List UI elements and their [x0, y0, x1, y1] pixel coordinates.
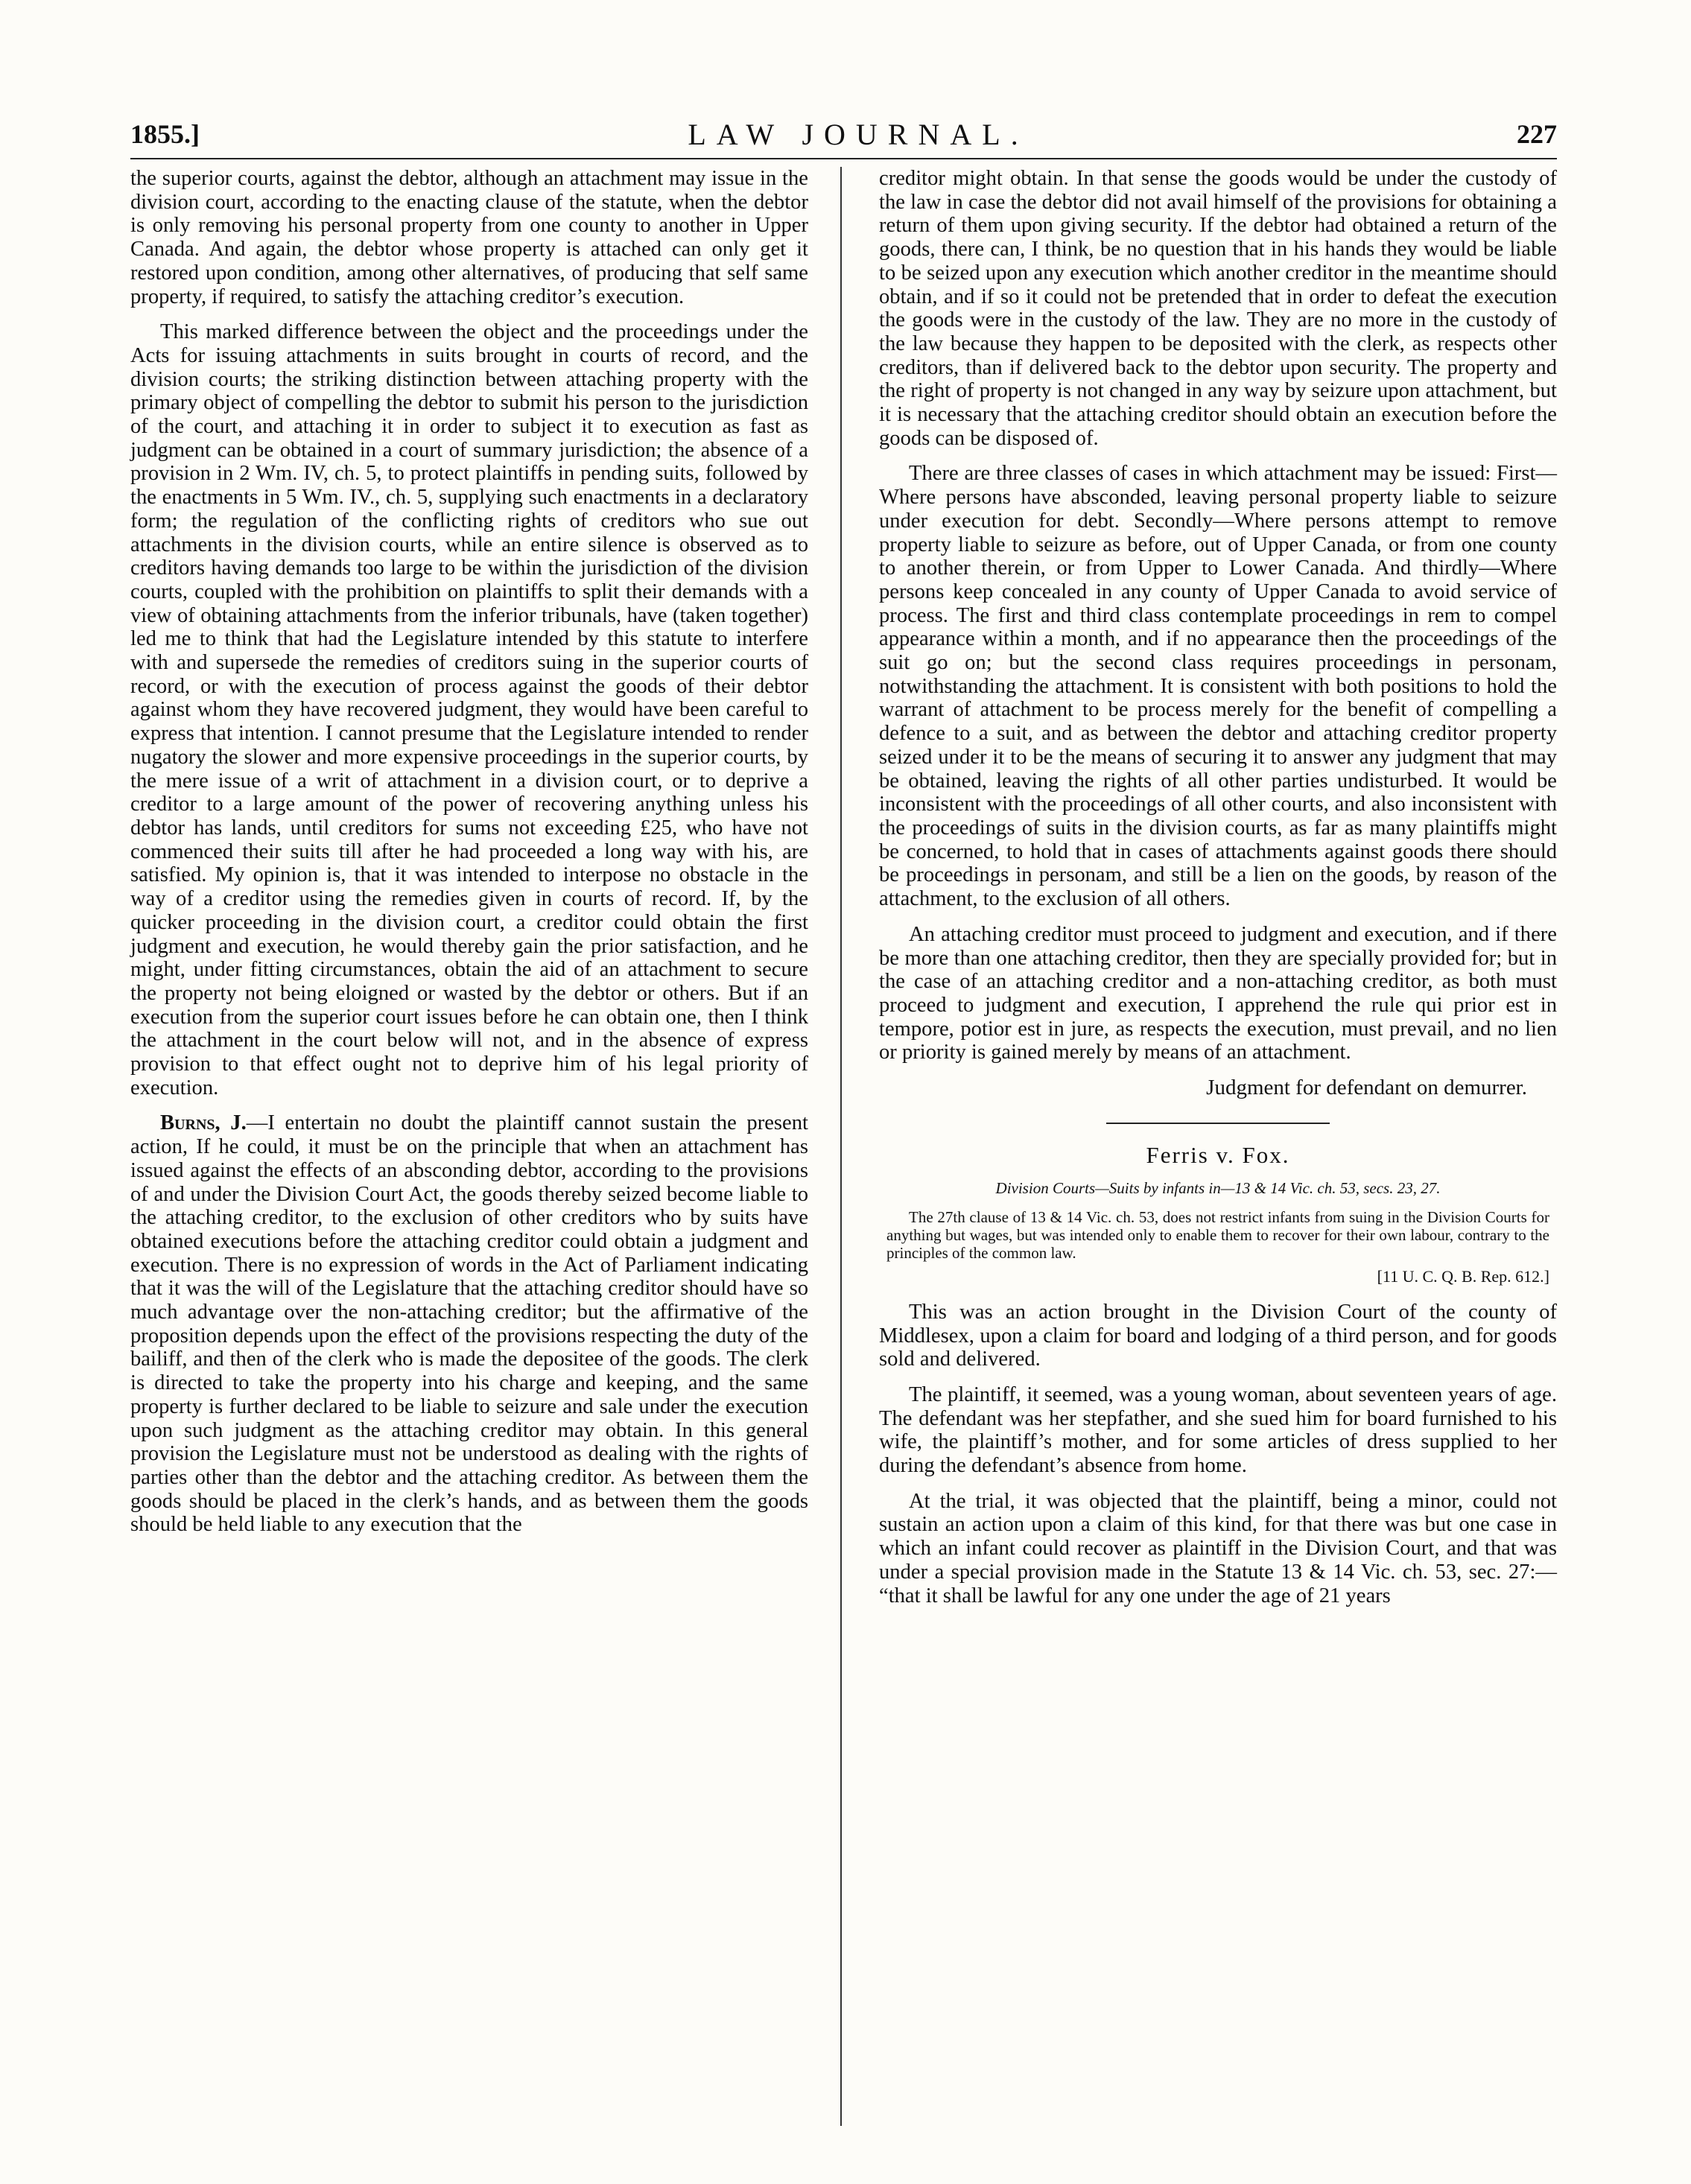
- right-paragraph-4: This was an action brought in the Division Court of the county of Middlesex, upon a claim for board and lodging of a third person, and for goods sold and delivered.: [879, 1300, 1557, 1371]
- headnote: The 27th clause of 13 & 14 Vic. ch. 53, does not restrict infants from suing in the Division Courts for anything but wages, but was intended only to enable them to recover for their own labour, contrary to the principles of the common law.: [886, 1208, 1549, 1263]
- column-divider: [840, 167, 842, 2126]
- header-title: LAW JOURNAL.: [688, 117, 1029, 151]
- header-page-number: 227: [1517, 119, 1557, 149]
- case-title: Ferris v. Fox.: [1146, 1141, 1290, 1168]
- header-year: 1855.]: [130, 119, 200, 149]
- judge-name: Burns, J.: [160, 1111, 247, 1135]
- right-paragraph-5: The plaintiff, it seemed, was a young woman, about seventeen years of age. The defendant was her stepfather, and she sued him for board furnished to his wife, the plaintiff’s mother, and for some articles of dress supplied to her during the defendant’s absence from home.: [879, 1383, 1557, 1478]
- section-rule: [1106, 1123, 1330, 1124]
- left-paragraph-3: [130, 1111, 808, 1537]
- headnote-subtitle: Division Courts—Suits by infants in—13 & 14 Vic. ch. 53, secs. 23, 27.: [995, 1179, 1441, 1198]
- left-paragraph-3-text: —I entertain no doubt the plaintiff cannot sustain the present action, If he could, it must be on the principle that when an attachment has issued against the effects of an absconding debtor, according to the provisions of and under the Division Court Act, the goods thereby seized become liable to the attaching creditor, to the exclusion of other creditors who by suits have obtained executions before the attaching creditor could obtain a judgment and execution. There is no expression of words in the Act of Parliament indicating that it was the will of the Legislature that the attaching creditor should have so much advantage over the non-attaching creditor; but the affirmative of the proposition depends upon the effect of the provisions respecting the duty of the bailiff, and then of the clerk who is made the depositee of the goods. The clerk is directed to take the property into his charge and keeping, and the same property is further declared to be liable to seizure and sale under the execution upon such judgment as the attaching creditor may obtain. In this general provision the Legislature must not be understood as dealing with the rights of parties other than the debtor and the attaching creditor. As between them the goods should be placed in the clerk’s hands, and as between them the goods should be held liable to any execution that the: [130, 1111, 808, 1537]
- right-column: [879, 167, 1557, 1619]
- right-paragraph-6: At the trial, it was objected that the plaintiff, being a minor, could not sustain an action upon a claim of this kind, for that there was but one case in which an infant could recover as plaintiff in the Division Court, and that was under a special provision made in the Statute 13 & 14 Vic. ch. 53, sec. 27:— “that it shall be lawful for any one under the age of 21 years: [879, 1489, 1557, 1607]
- left-paragraph-2: This marked difference between the object and the proceedings under the Acts for issuing attachments in suits brought in courts of record, and the division courts; the striking distinction between attaching property with the primary object of compelling the debtor to submit his person to the jurisdiction of the court, and attaching it in order to subject it to execution as fast as judgment can be obtained in a court of summary jurisdiction; the absence of a provision in 2 Wm. IV, ch. 5, to protect plaintiffs in pending suits, followed by the enactments in 5 Wm. IV., ch. 5, supplying such enactments in a declaratory form; the regulation of the conflicting rights of creditors who sue out attachments in the division courts, while an entire silence is observed as to creditors having demands too large to be within the jurisdiction of the division courts, coupled with the prohibition on plaintiffs to split their demands with a view of obtaining attachments from the inferior tribunals, have (taken together) led me to think that had the Legislature intended by this statute to interfere with and supersede the remedies of creditors suing in the superior courts of record, or with the execution of process against the goods of their debtor against whom they have recovered judgment, they would have been careful to express that intention. I cannot presume that the Legislature intended to render nugatory the slower and more expensive proceedings in the superior courts, by the mere issue of a writ of attachment in a division court, or to deprive a creditor to a large amount of the power of recovering anything unless his debtor has lands, until creditors for sums not exceeding £25, who have not commenced their suits till after he had proceeded a long way with his, are satisfied. My opinion is, that it was intended to interpose no obstacle in the way of a creditor using the remedies given in courts of record. If, by the quicker proceeding in the division court, a creditor could obtain the first judgment and execution, he would thereby gain the prior satisfaction, and he might, under fitting circumstances, obtain the aid of an attachment to secure the property not being eloigned or wasted by the debtor or others. But if an execution from the superior court issues before he can obtain one, then I think the attachment in the court below will not, and in the absence of express provision to that effect ought not to deprive him of his legal priority of execution.: [130, 320, 808, 1099]
- right-paragraph-2: There are three classes of cases in which attachment may be issued: First—Where persons have absconded, leaving personal property liable to seizure under execution for debt. Secondly—Where persons attempt to remove property liable to seizure as before, out of Upper Canada, or from one county to another therein, or from Upper to Lower Canada. And thirdly—Where persons keep concealed in any county of Upper Canada to avoid service of process. The first and third class contemplate proceedings in rem to compel appearance within a month, and if no appearance then the proceedings of the suit go on; but the second class requires proceedings in personam, notwithstanding the attachment. It is consistent with both positions to hold the warrant of attachment to be process merely for the benefit of compelling a defence to a suit, and as between the debtor and attaching creditor property seized under it to be the means of securing it to answer any judgment that may be obtained, leaving the rights of all other parties undisturbed. It would be inconsistent with the proceedings of all other courts, and also inconsistent with the proceedings of suits in the division courts, as far as many plaintiffs might be concerned, to hold that in cases of attachments against goods there should be proceedings in personam, and still be a lien on the goods, by reason of the attachment, to the exclusion of all others.: [879, 462, 1557, 911]
- right-paragraph-1: creditor might obtain. In that sense the goods would be under the custody of the law in case the debtor did not avail himself of the provisions for obtaining a return of them upon giving security. If the debtor had obtained a return of the goods, there can, I think, be no question that in his hands they would be liable to be seized upon any execution which another creditor in the meantime should obtain, and if so it could not be pretended that in order to defeat the execution the goods were in the custody of the law. They are no more in the custody of the law because they happen to be deposited with the clerk, as respects other creditors, than if delivered back to the debtor upon security. The property and the right of property is not changed in any way by seizure upon attachment, but it is necessary that the attaching creditor should obtain an execution before the goods can be disposed of.: [879, 167, 1557, 450]
- right-paragraph-3: An attaching creditor must proceed to judgment and execution, and if there be more than one attaching creditor, then they are specially provided for; but in the case of an attaching creditor and a non-attaching creditor, as both must proceed to judgment and execution, I apprehend the rule qui prior est in tempore, potior est in jure, as respects the execution, must prevail, and no lien or priority is gained merely by means of an attachment.: [879, 922, 1557, 1064]
- left-paragraph-1: the superior courts, against the debtor, although an attachment may issue in the division court, according to the enacting clause of the statute, when the debtor is only removing his personal property from one county to another in Upper Canada. And again, the debtor whose property is attached can only get it restored upon condition, among other alternatives, of producing that self same property, if required, to satisfy the attaching creditor’s execution.: [130, 167, 808, 308]
- page-header: [130, 115, 1557, 153]
- judgment-line: Judgment for defendant on demurrer.: [1206, 1076, 1527, 1100]
- left-column: [130, 167, 808, 1549]
- header-rule: [130, 158, 1557, 159]
- report-citation: [11 U. C. Q. B. Rep. 612.]: [1377, 1267, 1549, 1286]
